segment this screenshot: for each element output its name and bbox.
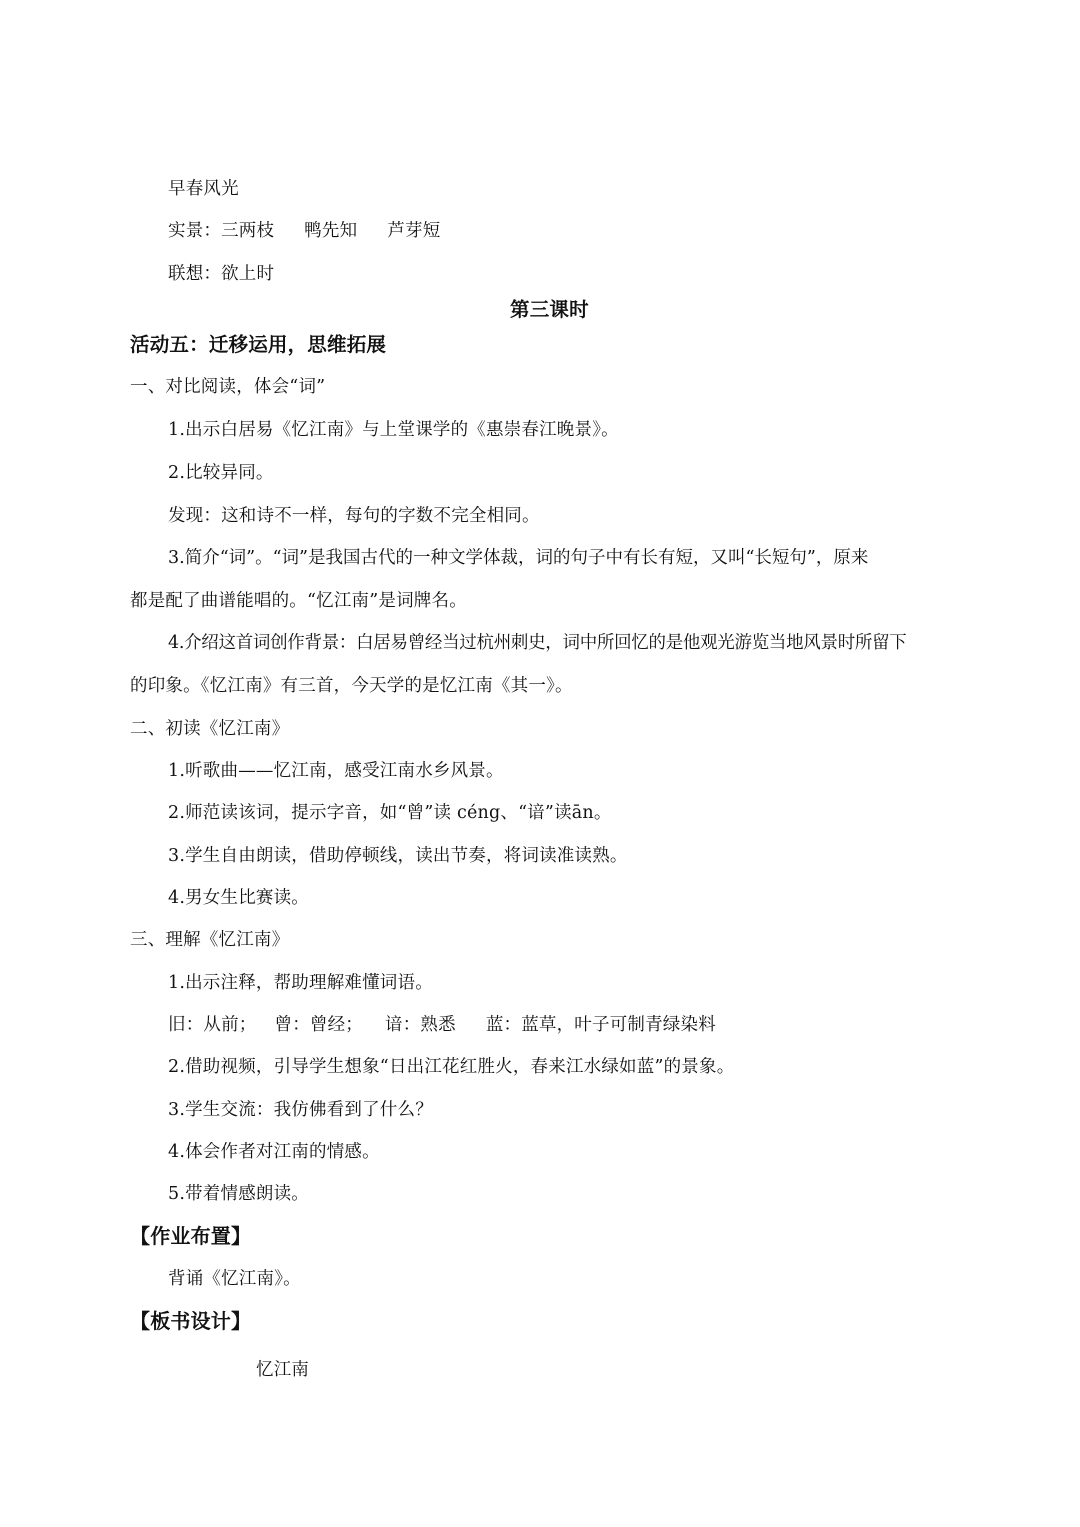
- homework-content: 背诵《忆江南》。: [168, 1269, 301, 1289]
- list-item: 4.男女生比赛读。: [168, 888, 309, 908]
- note-item: 旧：从前；: [168, 1015, 257, 1035]
- list-item: 1.出示注释，帮助理解难懂词语。: [168, 973, 433, 993]
- association-label: 联想：: [168, 264, 222, 284]
- real-scene-item: 鸭先知: [304, 221, 358, 241]
- early-spring-title: 早春风光: [168, 179, 239, 199]
- list-item: 4.介绍这首词创作背景：白居易曾经当过杭州刺史，词中所回忆的是他观光游览当地风景时所留下: [168, 633, 907, 653]
- real-scene-line: [168, 218, 440, 244]
- section-heading: 三、理解《忆江南》: [130, 930, 290, 950]
- real-scene-label: 实景：: [168, 221, 222, 241]
- list-item-continuation: 的印象。《忆江南》有三首，今天学的是忆江南《其一》。: [130, 676, 573, 696]
- list-item: 1.出示白居易《忆江南》与上堂课学的《惠崇春江晚景》。: [168, 420, 619, 440]
- note-item: 曾：曾经；: [274, 1015, 363, 1035]
- lesson-title: 第三课时: [510, 298, 589, 321]
- list-item: 2.借助视频，引导学生想象“日出江花红胜火，春来江水绿如蓝”的景象。: [168, 1057, 735, 1077]
- notes-line: [168, 1012, 716, 1038]
- board-design-heading: 【板书设计】: [130, 1309, 252, 1333]
- section-heading: 二、初读《忆江南》: [130, 719, 290, 739]
- note-item: 谙：熟悉: [385, 1015, 456, 1035]
- real-scene-item: 三两枝: [221, 221, 275, 241]
- association-line: [168, 261, 274, 287]
- real-scene-item: 芦芽短: [387, 221, 441, 241]
- association-value: 欲上时: [221, 264, 275, 284]
- discovery-text: 发现：这和诗不一样，每句的字数不完全相同。: [168, 506, 540, 526]
- list-item: 3.简介“词”。“词”是我国古代的一种文学体裁，词的句子中有长有短，又叫“长短句”，原来: [168, 548, 869, 568]
- list-item: 4.体会作者对江南的情感。: [168, 1142, 380, 1162]
- board-design-title: 忆江南: [256, 1360, 310, 1380]
- list-item-continuation: 都是配了曲谱能唱的。“忆江南”是词牌名。: [130, 591, 467, 611]
- list-item: 2.师范读该词，提示字音，如“曾”读 céng、“谙”读ān。: [168, 803, 612, 823]
- homework-heading: 【作业布置】: [130, 1224, 252, 1248]
- list-item: 3.学生自由朗读，借助停顿线，读出节奏，将词读准读熟。: [168, 846, 628, 866]
- list-item: 2.比较异同。: [168, 463, 274, 483]
- note-item: 蓝：蓝草，叶子可制青绿染料: [485, 1015, 716, 1035]
- list-item: 5.带着情感朗读。: [168, 1184, 309, 1204]
- section-heading: 一、对比阅读，体会“词”: [130, 377, 326, 397]
- activity-title: 活动五：迁移运用，思维拓展: [130, 333, 387, 356]
- list-item: 1.听歌曲——忆江南，感受江南水乡风景。: [168, 761, 504, 781]
- list-item: 3.学生交流：我仿佛看到了什么？: [168, 1100, 433, 1120]
